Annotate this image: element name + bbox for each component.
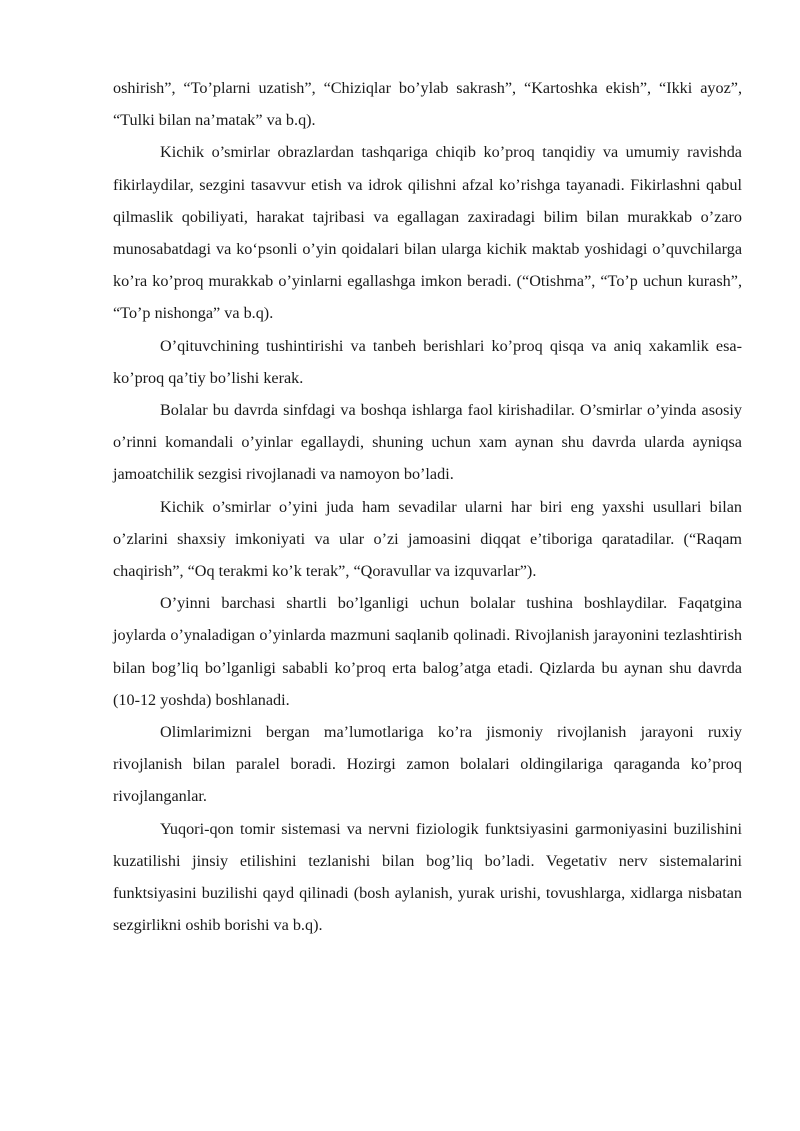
paragraph: Bolalar bu davrda sinfdagi va boshqa ishlarga faol kirishadilar. O’smirlar o’yinda asosiy o’rinni komandali o’yinlar egallaydi, shuning uchun xam aynan shu davrda ularda ayniqsa jamoatchilik sezgisi rivojlanadi va namoyon bo’ladi. [113,401,742,484]
paragraph: O’yinni barchasi shartli bo’lganligi uchun bolalar tushina boshlaydilar. Faqatgina joylarda o’ynaladigan o’yinlarda mazmuni saqlanib qolinadi. Rivojlanish jarayonini tezlashtirish bilan bog’liq bo’lganligi sababli ko’proq erta balog’atga etadi. Qizlarda bu aynan shu davrda (10-12 yoshda) boshlanadi. [113,594,742,709]
document-page [113,72,742,941]
paragraph: Kichik o’smirlar obrazlardan tashqariga chiqib ko’proq tanqidiy va umumiy ravishda fikirlaydilar, sezgini tasavvur etish va idrok qilishni afzal ko’rishga tayanadi. Fikirlashni qabul qilmaslik qobiliyati, harakat tajribasi va egallagan zaxiradagi bilim bilan murakkab o’zaro munosabatdagi va koʻpsonli o’yin qoidalari bilan ularga kichik maktab yoshidagi o’quvchilarga ko’ra ko’proq murakkab o’yinlarni egallashga imkon beradi. (“Otishma”, “To’p uchun kurash”, “To’p nishonga” va b.q). [113,143,742,323]
paragraph: O’qituvchining tushintirishi va tanbeh berishlari ko’proq qisqa va aniq xakamlik esa-ko’proq qa’tiy bo’lishi kerak. [113,336,742,387]
paragraph: Yuqori-qon tomir sistemasi va nervni fiziologik funktsiyasini garmoniyasini buzilishini kuzatilishi jinsiy etilishini tezlanishi bilan bog’liq bo’ladi. Vegetativ nerv sistemalarini funktsiyasini buzilishi qayd qilinadi (bosh aylanish, yurak urishi, tovushlarga, xidlarga nisbatan sezgirlikni oshib borishi va b.q). [113,819,742,935]
paragraph: Kichik o’smirlar o’yini juda ham sevadilar ularni har biri eng yaxshi usullari bilan o’zlarini shaxsiy imkoniyati va ular o’zi jamoasini diqqat e’tiboriga qaratadilar. (“Raqam chaqirish”, “Oq terakmi ko’k terak”, “Qoravullar va izquvarlar”). [113,497,742,581]
paragraph: oshirish”, “To’plarni uzatish”, “Chiziqlar bo’ylab sakrash”, “Kartoshka ekish”, “Ikki ayoz”, “Tulki bilan na’matak” va b.q). [113,79,742,130]
paragraph: Olimlarimizni bergan ma’lumotlariga ko’ra jismoniy rivojlanish jarayoni ruxiy rivojlanish bilan paralel boradi. Hozirgi zamon bolalari oldingilariga qaraganda ko’proq rivojlanganlar. [113,723,742,806]
